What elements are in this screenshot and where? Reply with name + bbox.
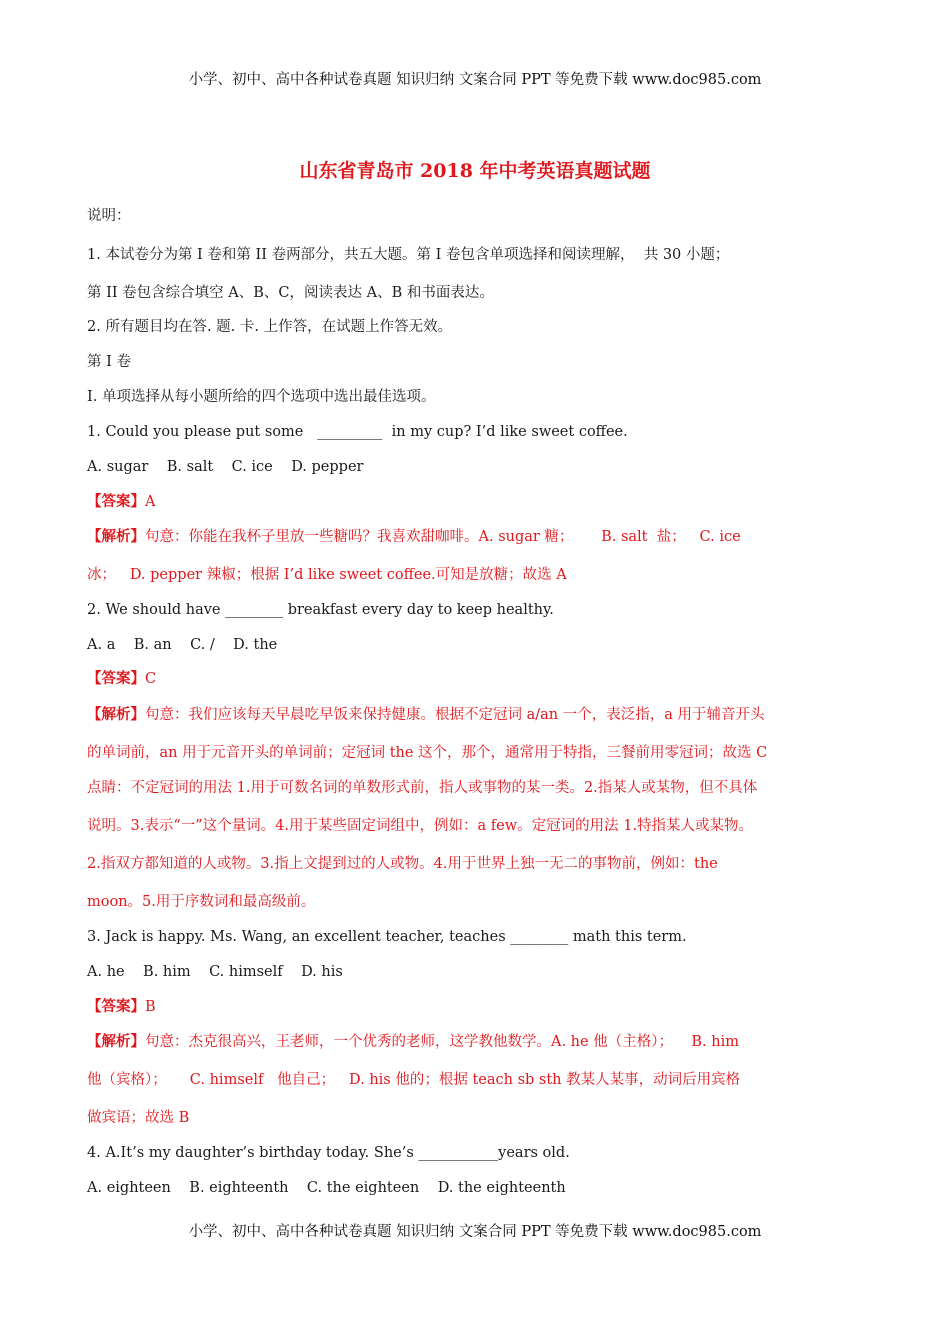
intro-line-3: 2. 所有题目均在答. 题. 卡. 上作答，在试题上作答无效。 — [87, 319, 453, 335]
analysis-label: 【解析】 — [87, 706, 145, 723]
page-footer: 小学、初中、高中各种试卷真题 知识归纳 文案合同 PPT 等免费下载 www.doc985.com — [188, 1224, 762, 1240]
analysis-label: 【解析】 — [87, 1033, 145, 1050]
q4-stem: 4. A.It’s my daughter’s birthday today. She’s ___________years old. — [87, 1145, 570, 1161]
q2-analysis-3: 点睛：不定冠词的用法 1.用于可数名词的单数形式前，指人或事物的某一类。2.指某人或某物，但不具体 — [87, 780, 758, 796]
q1-analysis-2: 冰； D. pepper 辣椒；根据 I’d like sweet coffee.可知是放糖；故选 A — [87, 567, 567, 583]
q3-analysis-1 — [87, 1032, 739, 1052]
q2-analysis-5: 2.指双方都知道的人或物。3.指上文提到过的人或物。4.用于世界上独一无二的事物前，例如：the — [87, 856, 718, 872]
q1-stem: 1. Could you please put some _________ in my cup? I’d like sweet coffee. — [87, 424, 628, 440]
q2-analysis-2: 的单词前，an 用于元音开头的单词前；定冠词 the 这个，那个，通常用于特指，三餐前用零冠词；故选 C — [87, 745, 768, 761]
q4-options: A. eighteen B. eighteenth C. the eighteen D. the eighteenth — [87, 1180, 566, 1196]
answer-label: 【答案】 — [87, 493, 145, 510]
q3-answer — [87, 997, 156, 1017]
q1-analysis-1 — [87, 527, 741, 547]
analysis-label: 【解析】 — [87, 528, 145, 545]
intro-line-2: 第 II 卷包含综合填空 A、B、C，阅读表达 A、B 和书面表达。 — [87, 285, 494, 301]
q2-analysis-4: 说明。3.表示“一”这个量词。4.用于某些固定词组中，例如：a few。定冠词的用法 1.特指某人或某物。 — [87, 818, 754, 834]
analysis-text: 句意：杰克很高兴，王老师，一个优秀的老师，这学教他数学。A. he 他（主格）； B. him — [145, 1034, 740, 1050]
q2-answer — [87, 669, 156, 689]
analysis-text: 句意：你能在我杯子里放一些糖吗？我喜欢甜咖啡。A. sugar 糖； B. salt 盐； C. ice — [145, 529, 741, 545]
q2-options: A. a B. an C. / D. the — [87, 637, 278, 653]
q2-analysis-1 — [87, 705, 764, 725]
intro-line-1: 1. 本试卷分为第 I 卷和第 II 卷两部分，共五大题。第 I 卷包含单项选择和阅读理解， 共 30 小题； — [87, 247, 730, 263]
q1-answer — [87, 492, 155, 512]
analysis-text: 句意：我们应该每天早晨吃早饭来保持健康。根据不定冠词 a/an 一个，表泛指，a 用于辅音开头 — [145, 707, 765, 723]
q1-options: A. sugar B. salt C. ice D. pepper — [87, 459, 364, 475]
section-heading: 第 I 卷 — [87, 354, 131, 370]
answer-value: A — [145, 494, 156, 510]
answer-value: C — [145, 671, 157, 687]
q3-options: A. he B. him C. himself D. his — [87, 964, 343, 980]
intro-label: 说明： — [87, 208, 131, 224]
answer-label: 【答案】 — [87, 670, 145, 687]
page-header: 小学、初中、高中各种试卷真题 知识归纳 文案合同 PPT 等免费下载 www.doc985.com — [188, 72, 762, 88]
q3-analysis-3: 做宾语；故选 B — [87, 1110, 190, 1126]
q2-stem: 2. We should have ________ breakfast every day to keep healthy. — [87, 602, 554, 618]
part-instruction: I. 单项选择从每小题所给的四个选项中选出最佳选项。 — [87, 389, 436, 405]
q3-stem: 3. Jack is happy. Ms. Wang, an excellent teacher, teaches ________ math this term. — [87, 929, 687, 945]
answer-label: 【答案】 — [87, 998, 145, 1015]
q3-analysis-2: 他（宾格）； C. himself 他自己； D. his 他的；根据 teach sb sth 教某人某事，动词后用宾格 — [87, 1072, 741, 1088]
answer-value: B — [145, 999, 156, 1015]
document-title: 山东省青岛市 2018 年中考英语真题试题 — [299, 160, 651, 182]
q2-analysis-6: moon。5.用于序数词和最高级前。 — [87, 894, 316, 910]
